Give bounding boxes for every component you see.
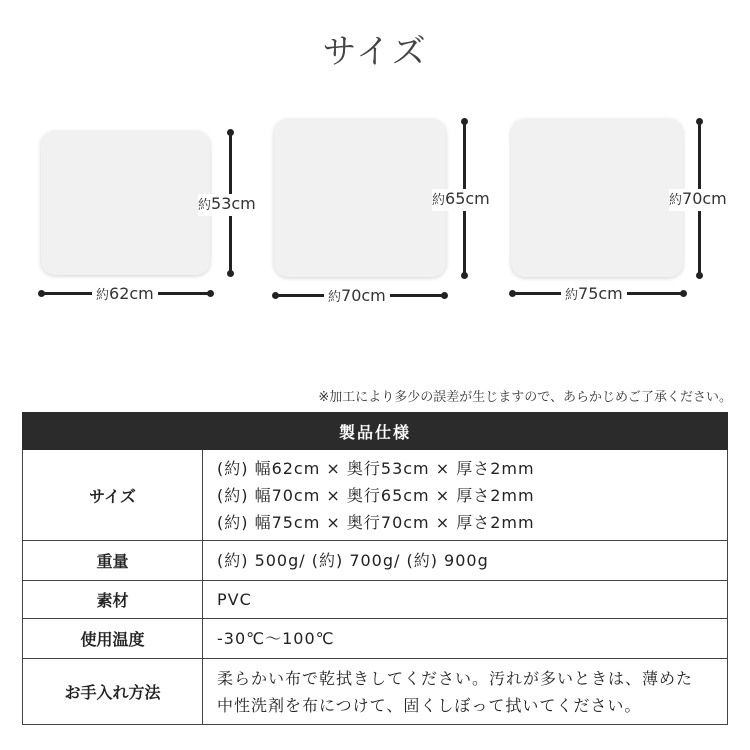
spec-value [203,659,728,725]
dimension-endpoint [461,272,468,279]
spec-value [203,450,728,541]
dimension-endpoint [509,290,516,297]
dimension-endpoint [680,290,687,297]
height-label: 約70cm [669,189,727,211]
spec-header: 製品仕様 [23,413,728,450]
spec-value [203,541,728,581]
spec-value-line: (約) 幅62cm × 奥行53cm × 厚さ2mm [217,458,535,478]
spec-value-line: (約) 幅75cm × 奥行70cm × 厚さ2mm [217,512,535,532]
spec-value-line: (約) 500g/ (約) 700g/ (約) 900g [217,551,489,570]
spec-value-line: -30℃〜100℃ [217,629,335,648]
spec-key: 重量 [23,541,203,581]
spec-key: 使用温度 [23,619,203,659]
dimension-endpoint [227,129,234,136]
spec-key: お手入れ方法 [23,659,203,725]
dimension-endpoint [207,290,214,297]
dimension-endpoint [696,118,703,125]
mat-small-illustration [41,131,210,275]
spec-value-line: (約) 幅70cm × 奥行65cm × 厚さ2mm [217,485,535,505]
mat-large-illustration [511,119,683,277]
spec-header-row [23,413,728,450]
spec-row-weight [23,541,728,581]
spec-row-size [23,450,728,541]
dimension-endpoint [441,292,448,299]
dimension-endpoint [272,292,279,299]
spec-value-line: 中性洗剤を布につけて、固くしぼって拭いてください。 [217,695,642,715]
dimension-endpoint [461,118,468,125]
height-label: 約65cm [432,189,490,211]
spec-value-line: PVC [217,590,252,609]
spec-key: サイズ [23,450,203,541]
disclaimer-note: ※加工により多少の誤差が生じますので、あらかじめご了承ください。 [318,390,732,405]
spec-row-temperature [23,619,728,659]
width-label: 約62cm [92,284,158,306]
dimension-endpoint [227,270,234,277]
spec-value [203,619,728,659]
mat-medium-illustration [274,119,446,277]
dimension-endpoint [38,290,45,297]
spec-row-care [23,659,728,725]
dimension-endpoint [696,272,703,279]
spec-key: 素材 [23,581,203,619]
spec-table [22,412,728,725]
spec-row-material [23,581,728,619]
width-label: 約75cm [561,284,627,306]
spec-value [203,581,728,619]
width-label: 約70cm [324,286,390,308]
page-title: サイズ [322,32,428,72]
spec-value-line: 柔らかい布で乾拭きしてください。汚れが多いときは、薄めた [217,668,694,688]
height-label: 約53cm [198,194,256,216]
